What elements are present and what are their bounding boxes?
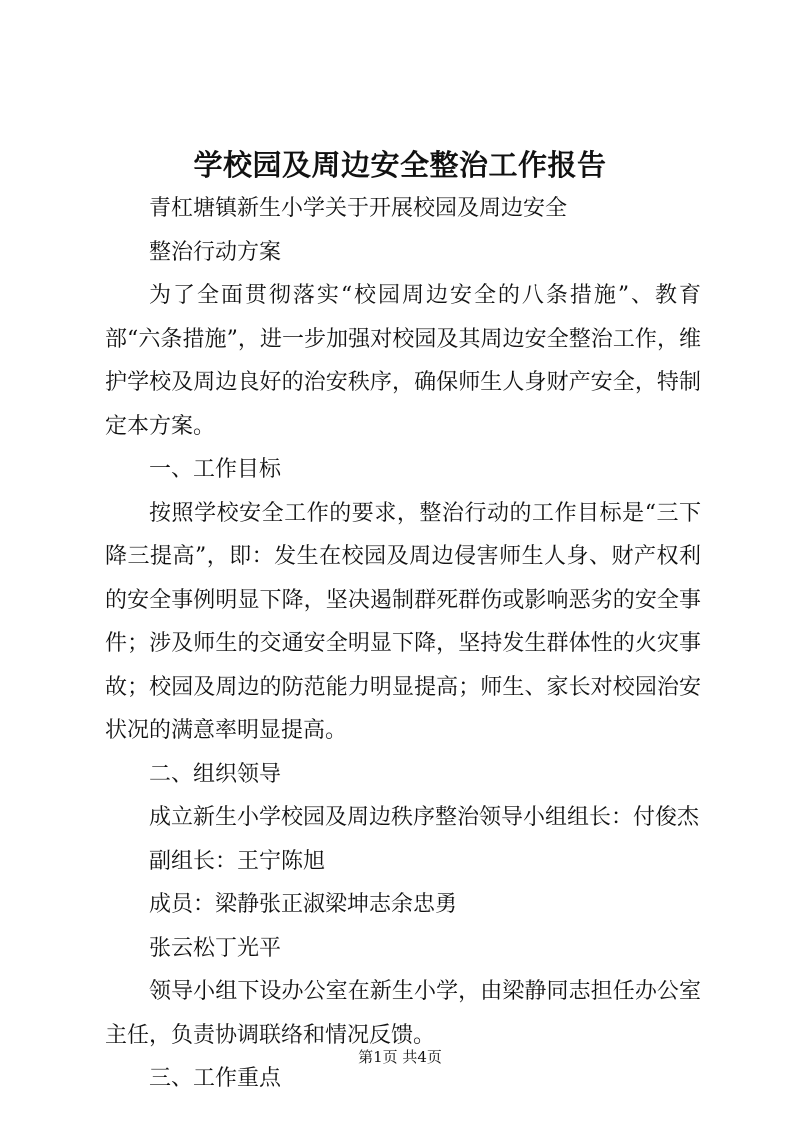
page-number: 第1页 共4页 [358, 1048, 442, 1066]
paragraph-members-continued: 张云松丁光平 [149, 935, 282, 961]
paragraph-intro: 为了全面贯彻落实“校园周边安全的八条措施”、教育部“六条措施”，进一步加强对校园及其周边安全整治工作，维护学校及周边良好的治安秩序，确保师生人身财产安全，特制定本方案。 [105, 283, 701, 439]
section-heading-goals: 一、工作目标 [149, 457, 282, 482]
paragraph-leader: 成立新生小学校园及周边秩序整治领导小组组长：付俊杰 [149, 805, 700, 830]
document-body [105, 187, 701, 1101]
paragraph-heading-line-2: 整治行动方案 [149, 239, 282, 265]
paragraph-heading-line-1: 青杠塘镇新生小学关于开展校园及周边安全 [149, 196, 568, 221]
paragraph-deputy: 副组长：王宁陈旭 [149, 848, 326, 874]
paragraph-office: 领导小组下设办公室在新生小学，由梁静同志担任办公室主任，负责协调联络和情况反馈。 [105, 979, 701, 1048]
section-heading-leadership: 二、组织领导 [149, 761, 282, 787]
paragraph-members: 成员：梁静张正淑梁坤志余忠勇 [149, 892, 458, 917]
section-heading-focus: 三、工作重点 [149, 1066, 282, 1091]
paragraph-goals: 按照学校安全工作的要求，整治行动的工作目标是“三下降三提高”，即：发生在校园及周边侵害师生人身、财产权利的安全事例明显下降，坚决遏制群死群伤或影响恶劣的安全事件；涉及师生的交通安全明显下降，坚持发生群体性的火灾事故；校园及周边的防范能力明显提高；师生、家长对校园治安状况的满意率明显提高。 [105, 500, 701, 743]
document-title: 学校园及周边安全整治工作报告 [193, 148, 607, 182]
